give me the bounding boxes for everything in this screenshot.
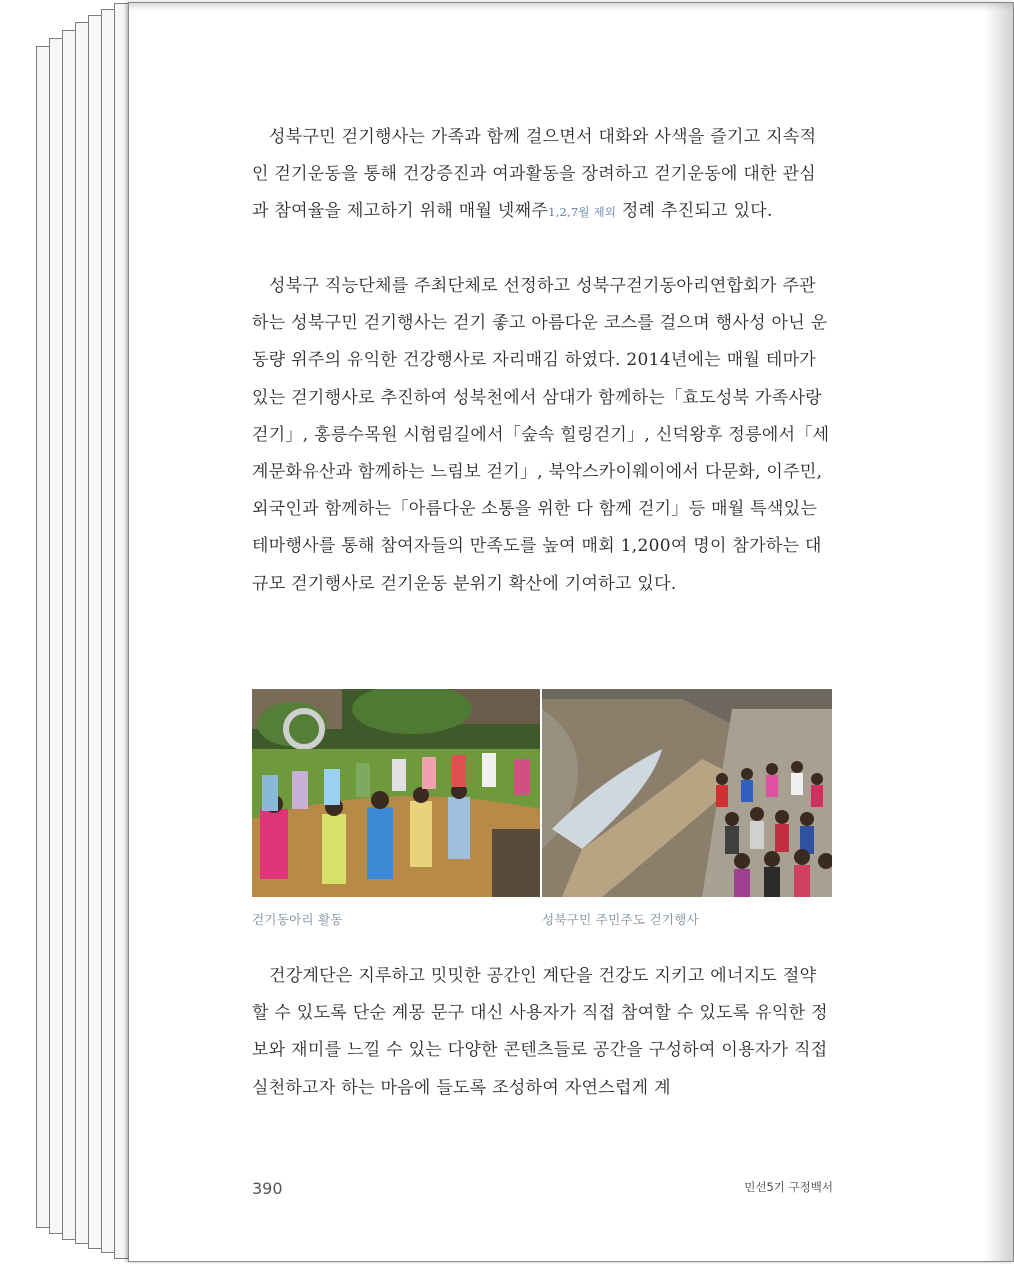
running-footer-title: 민선5기 구정백서 bbox=[744, 1180, 833, 1194]
book-page bbox=[128, 2, 1014, 1262]
paragraph-2-text: 성북구 직능단체를 주최단체로 선정하고 성북구걷기동아리연합회가 주관하는 성북구민 걷기행사는 걷기 좋고 아름다운 코스를 걸으며 행사성 아닌 운동량 위주의 유익한 건강행사로 자리매김 하였다. 2014년에는 매월 테마가 있는 걷기행사로 추진하여 성북천에서 삼대가 함께하는「효도성북 가족사랑 걷기」, 홍릉수목원 시험림길에서「숲속 힐링걷기」, 신덕왕후 정릉에서「세계문화유산과 함께하는 느림보 걷기」, 북악스카이웨이에서 다문화, 이주민, 외국인과 함께하는「아름다운 소통을 위한 다 함께 걷기」등 매월 특색있는 테마행사를 통해 참여자들의 만족도를 높여 매회 1,200여 명이 참가하는 대규모 걷기행사로 걷기운동 분위기 확산에 기여하고 있다. bbox=[252, 276, 830, 594]
paragraph-walking-event-detail bbox=[252, 268, 832, 603]
photo-walking-club-activity bbox=[252, 689, 540, 897]
resident-walking-image bbox=[542, 689, 832, 897]
paragraph-1-note: 1,2,7월 제외 bbox=[548, 205, 617, 220]
paragraph-walking-event-intro bbox=[252, 119, 832, 232]
paragraph-3-text: 건강계단은 지루하고 밋밋한 공간인 계단을 건강도 지키고 에너지도 절약할 수 있도록 단순 계몽 문구 대신 사용자가 직접 참여할 수 있도록 유익한 정보와 재미를 느낄 수 있는 다양한 콘텐츠들로 공간을 구성하여 이용자가 직접 실천하고자 하는 마음에 들도록 조성하여 자연스럽게 계 bbox=[252, 966, 828, 1098]
paragraph-1-text: 성북구민 걷기행사는 가족과 함께 걸으면서 대화와 사색을 즐기고 지속적인 걷기운동을 통해 건강증진과 여과활동을 장려하고 걷기운동에 대한 관심과 참여율을 제고하기 위해 매월 넷째주 bbox=[252, 127, 817, 222]
caption-walking-club: 걷기동아리 활동 bbox=[252, 912, 343, 927]
paragraph-health-stairs bbox=[252, 958, 832, 1107]
page-curl-shadow bbox=[985, 3, 1013, 1261]
page-top-shadow bbox=[129, 3, 1013, 11]
paragraph-1-text-end: 정례 추진되고 있다. bbox=[616, 201, 773, 222]
photo-resident-walking-event bbox=[542, 689, 832, 897]
walking-club-image bbox=[252, 689, 540, 897]
page-number: 390 bbox=[252, 1179, 283, 1198]
caption-resident-walking: 성북구민 주민주도 걷기행사 bbox=[542, 912, 700, 927]
